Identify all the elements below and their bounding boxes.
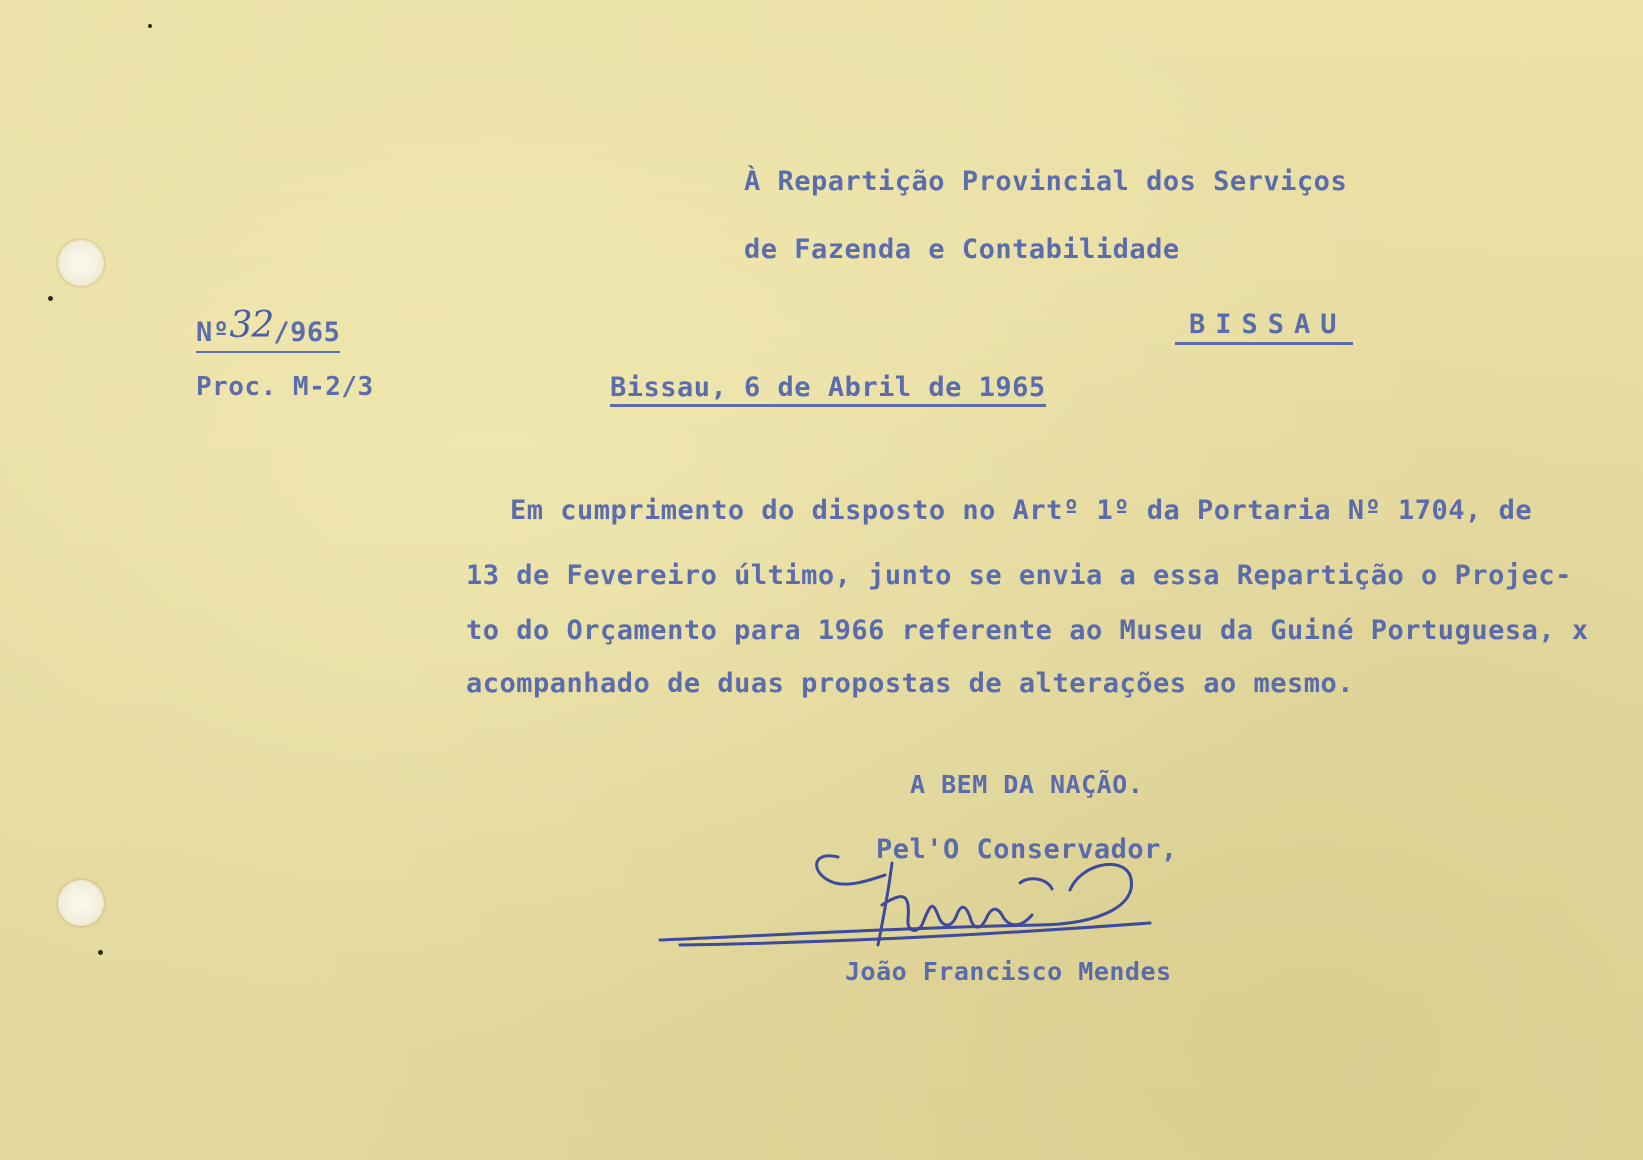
ink-speck: [148, 24, 152, 28]
closing-salutation: A BEM DA NAÇÃO.: [910, 770, 1144, 799]
body-line-2: 13 de Fevereiro último, junto se envia a essa Repartição o Projec-: [466, 560, 1572, 591]
reference-number: [196, 305, 341, 353]
city-heading: BISSAU: [1175, 309, 1353, 345]
reference-number-prefix: Nº: [196, 317, 230, 348]
reference-number-suffix: /965: [273, 317, 341, 348]
ink-speck: [48, 296, 53, 301]
body-line-1: Em cumprimento do disposto no Artº 1º da Portaria Nº 1704, de: [510, 495, 1533, 526]
date-line: Bissau, 6 de Abril de 1965: [610, 372, 1046, 407]
addressee-line-1: À Repartição Provincial dos Serviços: [744, 166, 1348, 197]
ink-speck: [98, 950, 103, 955]
process-reference: Proc. M-2/3: [196, 372, 374, 402]
addressee-line-2: de Fazenda e Contabilidade: [744, 234, 1180, 265]
body-line-4: acompanhado de duas propostas de alterações ao mesmo.: [466, 668, 1355, 699]
punch-hole-icon: [58, 240, 104, 286]
signer-name: João Francisco Mendes: [845, 957, 1172, 986]
signer-title: Pel'O Conservador,: [876, 834, 1178, 865]
punch-hole-icon: [58, 880, 104, 926]
body-line-3: to do Orçamento para 1966 referente ao Museu da Guiné Portuguesa, x: [466, 615, 1589, 646]
reference-number-handwritten: 32: [229, 305, 274, 346]
